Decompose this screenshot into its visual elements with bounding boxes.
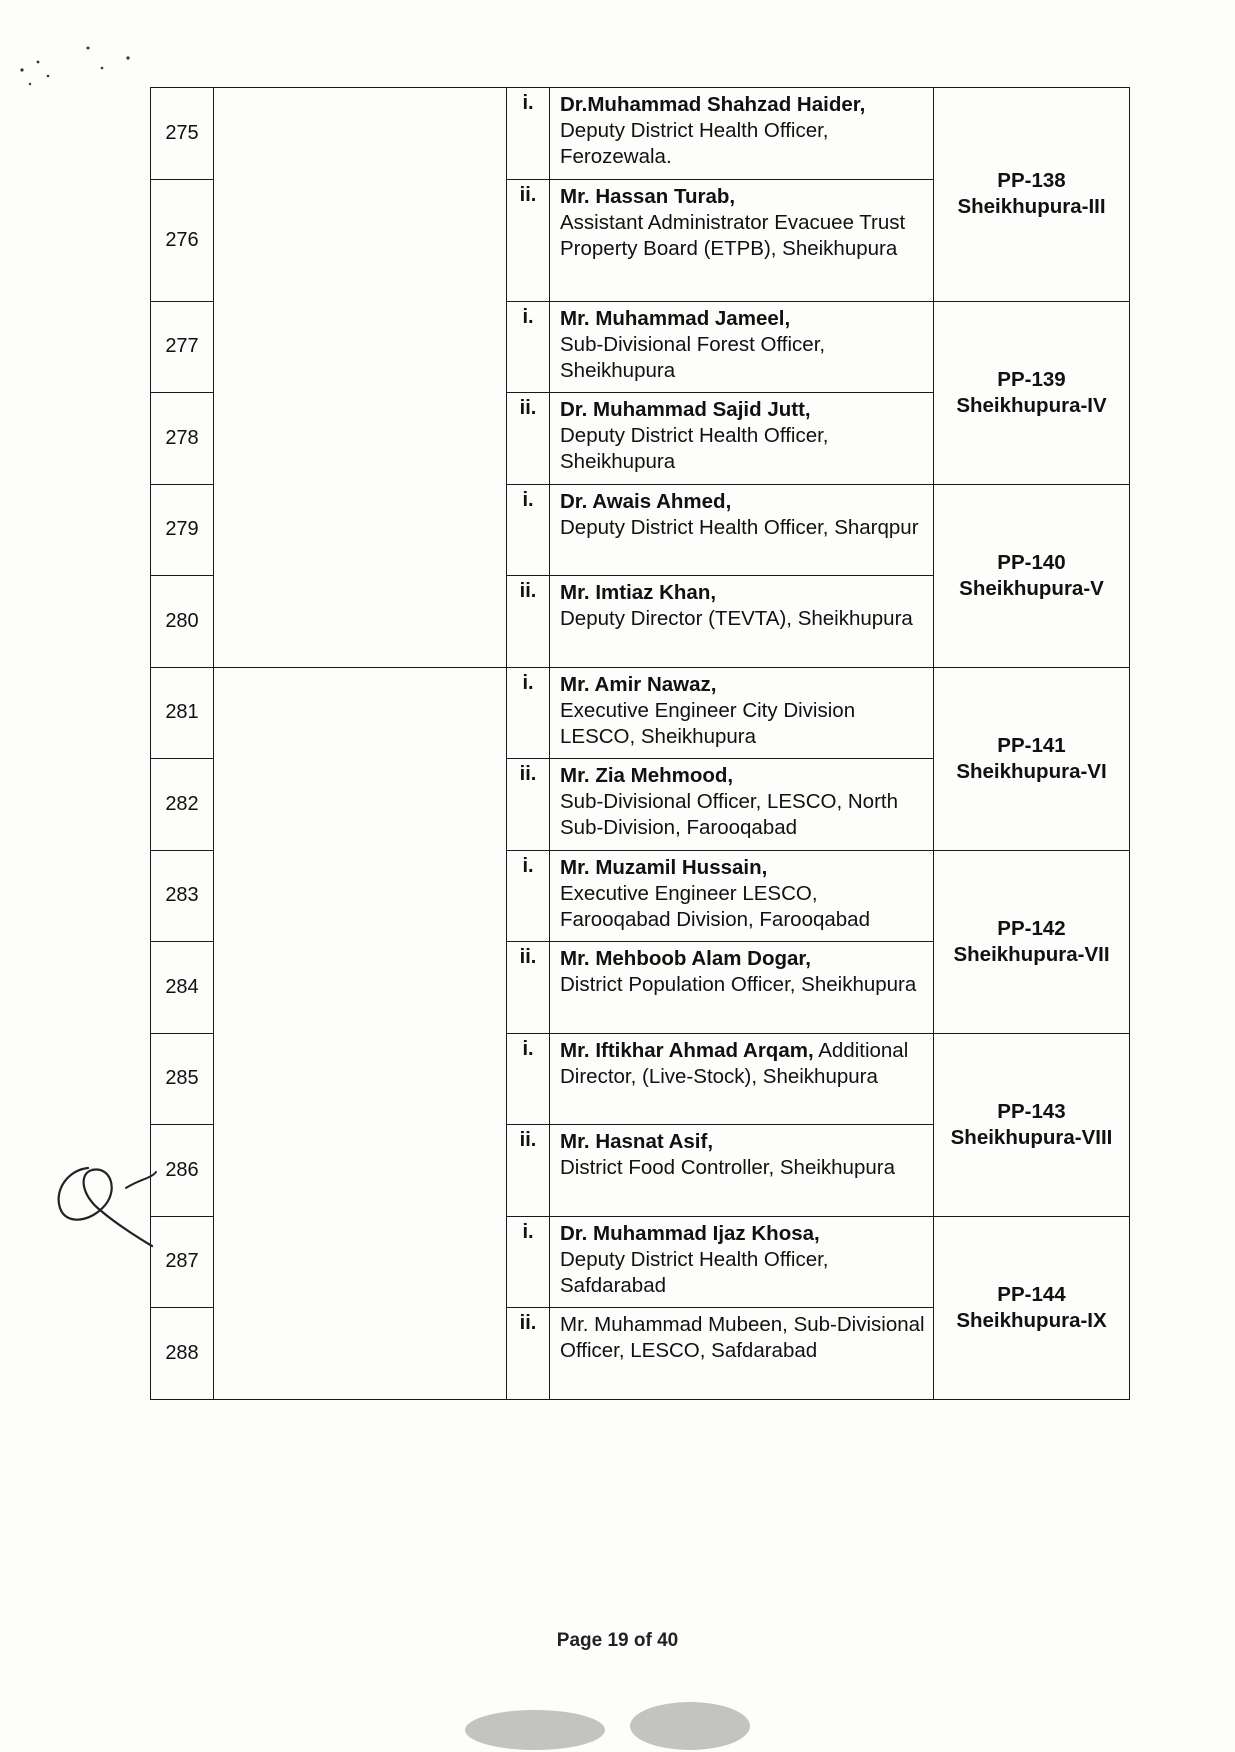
constituency-cell — [934, 88, 1130, 302]
serial-number: 277 — [151, 301, 214, 393]
officer-name: Mr. Imtiaz Khan, — [560, 581, 717, 604]
constituency-code: PP-140 — [997, 550, 1066, 574]
officer-details: Deputy District Health Officer, Sharqpur — [560, 515, 919, 539]
roman-numeral: ii. — [507, 1308, 550, 1400]
constituency-code: PP-141 — [997, 733, 1066, 757]
serial-number: 278 — [151, 393, 214, 485]
officer-name: Mr. Iftikhar Ahmad Arqam, — [560, 1038, 814, 1062]
officer-name: Dr. Muhammad Ijaz Khosa, — [560, 1221, 820, 1245]
roman-numeral: i. — [507, 301, 550, 393]
stamp-smudge — [460, 1690, 780, 1752]
blank-column — [214, 667, 507, 1399]
officer-name: Mr. Muzamil Hussain, — [560, 855, 768, 879]
serial-number: 284 — [151, 942, 214, 1034]
serial-number: 282 — [151, 759, 214, 851]
constituency-code: PP-139 — [997, 367, 1066, 391]
constituency-name: Sheikhupura-III — [957, 195, 1106, 219]
officer-name: Mr. Mehboob Alam Dogar, — [560, 947, 811, 970]
officer-cell — [550, 179, 934, 301]
officer-details: Assistant Administrator Evacuee Trust Property Board (ETPB), Sheikhupura — [560, 210, 906, 260]
officer-name: Dr.Muhammad Shahzad Haider, — [560, 93, 866, 116]
officer-details: District Food Controller, Sheikhupura — [560, 1156, 895, 1179]
constituency-cell — [934, 667, 1130, 850]
roman-numeral: ii. — [507, 576, 550, 668]
constituency-code: PP-142 — [997, 916, 1066, 940]
constituency-name: Sheikhupura-V — [959, 576, 1104, 600]
scan-specks — [10, 40, 140, 100]
constituency-name: Sheikhupura-VI — [956, 759, 1107, 783]
officer-details: Deputy Director (TEVTA), Sheikhupura — [560, 607, 913, 630]
serial-number: 276 — [151, 179, 214, 301]
officer-name: Dr. Muhammad Sajid Jutt, — [560, 398, 811, 421]
roman-numeral: i. — [507, 667, 550, 759]
constituency-code: PP-143 — [997, 1099, 1066, 1123]
officer-cell — [550, 88, 934, 180]
officer-cell — [550, 301, 934, 393]
officer-cell — [550, 393, 934, 485]
officers-table — [150, 87, 1130, 1400]
serial-number: 283 — [151, 850, 214, 942]
officer-details: Additional Director, (Live-Stock), Sheikhupura — [560, 1038, 909, 1088]
officer-details: Sub-Divisional Forest Officer, Sheikhupura — [560, 332, 826, 382]
officer-details: Deputy District Health Officer, Safdarabad — [560, 1247, 829, 1297]
constituency-code: PP-144 — [997, 1282, 1066, 1306]
serial-number: 288 — [151, 1308, 214, 1400]
roman-numeral: i. — [507, 484, 550, 576]
roman-numeral: ii. — [507, 179, 550, 301]
serial-number: 280 — [151, 576, 214, 668]
constituency-name: Sheikhupura-VII — [953, 942, 1110, 966]
officer-details: District Population Officer, Sheikhupura — [560, 973, 917, 996]
roman-numeral: ii. — [507, 1125, 550, 1217]
officer-name: Mr. Hasnat Asif, — [560, 1130, 714, 1153]
constituency-cell — [934, 301, 1130, 484]
roman-numeral: ii. — [507, 942, 550, 1034]
constituency-cell — [934, 484, 1130, 667]
officer-details: Mr. Muhammad Mubeen, Sub-Divisional Officer, LESCO, Safdarabad — [560, 1313, 925, 1362]
officer-name: Mr. Amir Nawaz, — [560, 672, 717, 696]
officer-cell — [550, 576, 934, 668]
officer-cell — [550, 1216, 934, 1308]
officer-cell — [550, 1308, 934, 1400]
constituency-cell — [934, 1216, 1130, 1399]
serial-number: 275 — [151, 88, 214, 180]
roman-numeral: i. — [507, 1216, 550, 1308]
roman-numeral: i. — [507, 88, 550, 180]
serial-number: 286 — [151, 1125, 214, 1217]
constituency-name: Sheikhupura-VIII — [950, 1125, 1113, 1149]
constituency-code: PP-138 — [997, 169, 1066, 193]
roman-numeral: ii. — [507, 759, 550, 851]
officer-details: Executive Engineer City Division LESCO, Sheikhupura — [560, 698, 856, 748]
constituency-cell — [934, 850, 1130, 1033]
officer-cell — [550, 1125, 934, 1217]
serial-number: 281 — [151, 667, 214, 759]
officer-cell — [550, 667, 934, 759]
constituency-name: Sheikhupura-IX — [956, 1308, 1107, 1332]
officer-cell — [550, 850, 934, 942]
officer-details: Deputy District Health Officer, Sheikhupura — [560, 424, 829, 473]
officer-details: Deputy District Health Officer, Ferozewala. — [560, 119, 829, 168]
page-number: Page 19 of 40 — [556, 1630, 679, 1651]
blank-column — [214, 88, 507, 668]
roman-numeral: i. — [507, 1033, 550, 1125]
officer-cell — [550, 484, 934, 576]
constituency-name: Sheikhupura-IV — [956, 393, 1107, 417]
officer-details: Executive Engineer LESCO, Farooqabad Division, Farooqabad — [560, 881, 870, 931]
officer-name: Mr. Hassan Turab, — [560, 184, 736, 208]
officer-name: Dr. Awais Ahmed, — [560, 489, 732, 513]
table-row — [151, 667, 1130, 759]
officer-cell — [550, 1033, 934, 1125]
officer-details: Sub-Divisional Officer, LESCO, North Sub-Division, Farooqabad — [560, 790, 898, 839]
signature-mark — [48, 1160, 158, 1250]
constituency-cell — [934, 1033, 1130, 1216]
officer-cell — [550, 759, 934, 851]
serial-number: 285 — [151, 1033, 214, 1125]
serial-number: 287 — [151, 1216, 214, 1308]
serial-number: 279 — [151, 484, 214, 576]
table-row — [151, 88, 1130, 180]
officer-name: Mr. Muhammad Jameel, — [560, 306, 791, 330]
roman-numeral: ii. — [507, 393, 550, 485]
roman-numeral: i. — [507, 850, 550, 942]
officer-cell — [550, 942, 934, 1034]
officer-name: Mr. Zia Mehmood, — [560, 764, 734, 787]
